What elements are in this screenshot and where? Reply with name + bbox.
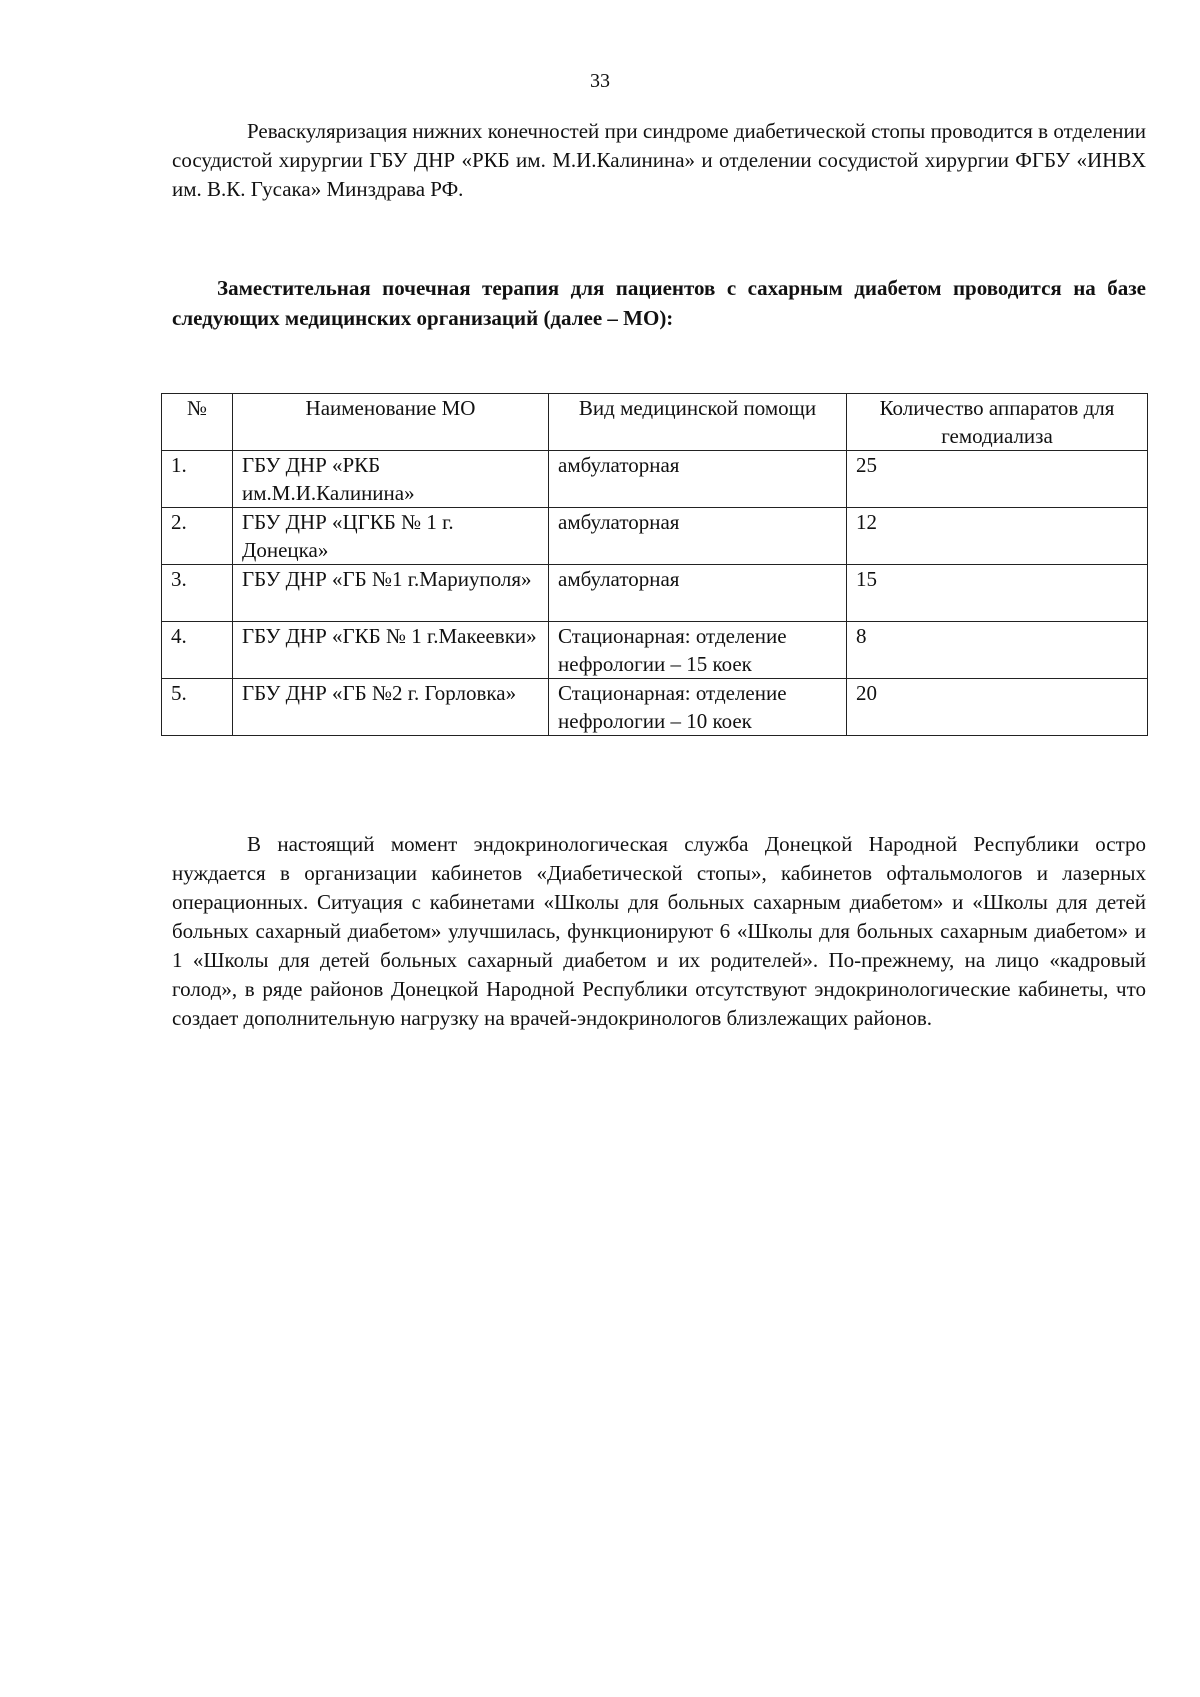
cell-mo-name: ГБУ ДНР «ГБ №1 г.Мариуполя» <box>233 565 549 622</box>
medical-organizations-table <box>161 393 1148 736</box>
table-row <box>162 565 1148 622</box>
header-mo-name: Наименование МО <box>233 394 549 451</box>
cell-care-type: амбулаторная <box>549 451 847 508</box>
cell-dialysis-count: 12 <box>847 508 1148 565</box>
cell-care-type: Стационарная: отделение нефрологии – 15 коек <box>549 622 847 679</box>
cell-dialysis-count: 15 <box>847 565 1148 622</box>
cell-number: 5. <box>162 679 233 736</box>
cell-mo-name: ГБУ ДНР «ГКБ № 1 г.Макеевки» <box>233 622 549 679</box>
cell-mo-name: ГБУ ДНР «ГБ №2 г. Горловка» <box>233 679 549 736</box>
table-row <box>162 679 1148 736</box>
paragraph-revascularization: Реваскуляризация нижних конечностей при синдроме диабетической стопы проводится в отделении сосудистой хирургии ГБУ ДНР «РКБ им. М.И.Калинина» и отделении сосудистой хирургии ФГБУ «ИНВХ им. В.К. Гусака» Минздрава РФ. <box>172 119 1146 201</box>
header-dialysis-count: Количество аппаратов для гемодиализа <box>847 394 1148 451</box>
header-care-type: Вид медицинской помощи <box>549 394 847 451</box>
cell-dialysis-count: 20 <box>847 679 1148 736</box>
table-row <box>162 508 1148 565</box>
cell-care-type: амбулаторная <box>549 565 847 622</box>
table-row <box>162 622 1148 679</box>
cell-dialysis-count: 25 <box>847 451 1148 508</box>
cell-mo-name: ГБУ ДНР «ЦГКБ № 1 г. Донецка» <box>233 508 549 565</box>
cell-number: 4. <box>162 622 233 679</box>
paragraph-endocrinology-service: В настоящий момент эндокринологическая служба Донецкой Народной Республики остро нуждается в организации кабинетов «Диабетической стопы», кабинетов офтальмологов и лазерных операционных. Ситуация с кабинетами «Школы для больных сахарным диабетом» и «Школы для детей больных сахарный диабетом» улучшилась, функционируют 6 «Школы для больных сахарным диабетом» и 1 «Школы для детей больных сахарный диабетом и их родителей». По-прежнему, на лицо «кадровый голод», в ряде районов Донецкой Народной Республики отсутствуют эндокринологические кабинеты, что создает дополнительную нагрузку на врачей-эндокринологов близлежащих районов. <box>172 832 1146 1030</box>
table-row <box>162 451 1148 508</box>
cell-number: 3. <box>162 565 233 622</box>
header-number: № <box>162 394 233 451</box>
cell-care-type: Стационарная: отделение нефрологии – 10 коек <box>549 679 847 736</box>
cell-dialysis-count: 8 <box>847 622 1148 679</box>
cell-mo-name: ГБУ ДНР «РКБ им.М.И.Калинина» <box>233 451 549 508</box>
cell-number: 2. <box>162 508 233 565</box>
cell-care-type: амбулаторная <box>549 508 847 565</box>
cell-number: 1. <box>162 451 233 508</box>
page-number: 33 <box>590 70 610 92</box>
section-heading-renal-therapy: Заместительная почечная терапия для пациентов с сахарным диабетом проводится на базе следующих медицинских организаций (далее – МО): <box>172 276 1146 330</box>
table-header-row <box>162 394 1148 451</box>
